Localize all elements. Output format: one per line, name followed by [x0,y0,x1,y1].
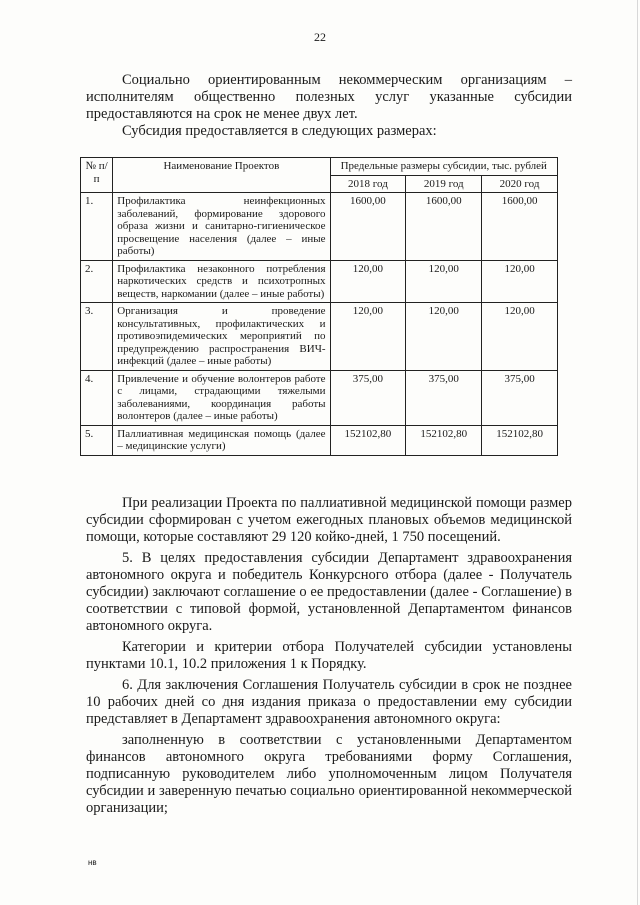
row-num: 2. [81,260,113,303]
page-number: 22 [314,30,326,44]
row-value: 120,00 [482,303,558,371]
row-value: 1600,00 [482,193,558,261]
row-value: 375,00 [482,370,558,425]
intro-text [86,72,572,140]
row-value: 152102,80 [406,425,482,455]
header-name: Наименование Проектов [113,158,330,193]
row-name: Профилактика незаконного потребления наркотических средств и психотропных веществ, наркомании (далее – иные работы) [113,260,330,303]
row-num: 3. [81,303,113,371]
paragraph: заполненную в соответствии с установленными Департаментом финансов автономного округа требованиями форму Соглашения, подписанную руководителем либо уполномоченным лицом Получателя субсидии и заверенную печатью социально ориентированной некоммерческой организации; [86,732,572,816]
table-row [81,193,558,261]
row-name: Организация и проведение консультативных, профилактических и противоэпидемических мероприятий по предупреждению распространения ВИЧ-инфекций (далее – иные работы) [113,303,330,371]
paragraph: 6. Для заключения Соглашения Получатель субсидии в срок не позднее 10 рабочих дней со дня издания приказа о предоставлении ему субсидии представляет в Департамент здравоохранения автономного округа: [86,677,572,727]
header-limit: Предельные размеры субсидии, тыс. рублей [330,158,557,176]
row-name: Профилактика неинфекционных заболеваний, формирование здорового образа жизни и санитарно-гигиеническое просвещение населения (далее – иные работы) [113,193,330,261]
subsidy-table [80,157,558,456]
header-num: № п/п [81,158,113,193]
footer-mark: нв [88,858,97,867]
row-value: 120,00 [406,260,482,303]
row-value: 375,00 [406,370,482,425]
row-value: 375,00 [330,370,406,425]
row-value: 120,00 [482,260,558,303]
paragraph: Социально ориентированным некоммерческим организациям – исполнителям общественно полезных услуг указанные субсидии предоставляются на срок не менее двух лет. [86,72,572,122]
row-value: 152102,80 [482,425,558,455]
row-num: 5. [81,425,113,455]
paragraph: Субсидия предоставляется в следующих размерах: [122,123,437,139]
paragraph: 5. В целях предоставления субсидии Департамент здравоохранения автономного округа и победитель Конкурсного отбора (далее - Получатель субсидии) заключают соглашение о ее предоставлении (далее - Соглашение) в соответствии с типовой формой, установленной Департаментом финансов автономного округа. [86,550,572,634]
body-text [86,495,572,821]
row-value: 1600,00 [406,193,482,261]
paragraph: При реализации Проекта по паллиативной медицинской помощи размер субсидии сформирован с учетом ежегодных плановых объемов медицинской помощи, которые составляют 29 120 койко-дней, 1 750 посещений. [86,495,572,545]
row-num: 1. [81,193,113,261]
row-name: Привлечение и обучение волонтеров работе с лицами, страдающими тяжелыми заболеваниями, координация работы волонтеров (далее – иные работы) [113,370,330,425]
row-value: 120,00 [330,260,406,303]
page-edge [637,0,638,905]
header-year: 2019 год [406,175,482,193]
header-year: 2018 год [330,175,406,193]
row-num: 4. [81,370,113,425]
table-row [81,425,558,455]
table-row [81,303,558,371]
row-name: Паллиативная медицинская помощь (далее – медицинские услуги) [113,425,330,455]
row-value: 120,00 [330,303,406,371]
table-header-row [81,158,558,176]
table-row [81,260,558,303]
row-value: 1600,00 [330,193,406,261]
table-row [81,370,558,425]
header-year: 2020 год [482,175,558,193]
row-value: 152102,80 [330,425,406,455]
row-value: 120,00 [406,303,482,371]
paragraph: Категории и критерии отбора Получателей субсидии установлены пунктами 10.1, 10.2 приложения 1 к Порядку. [86,639,572,672]
